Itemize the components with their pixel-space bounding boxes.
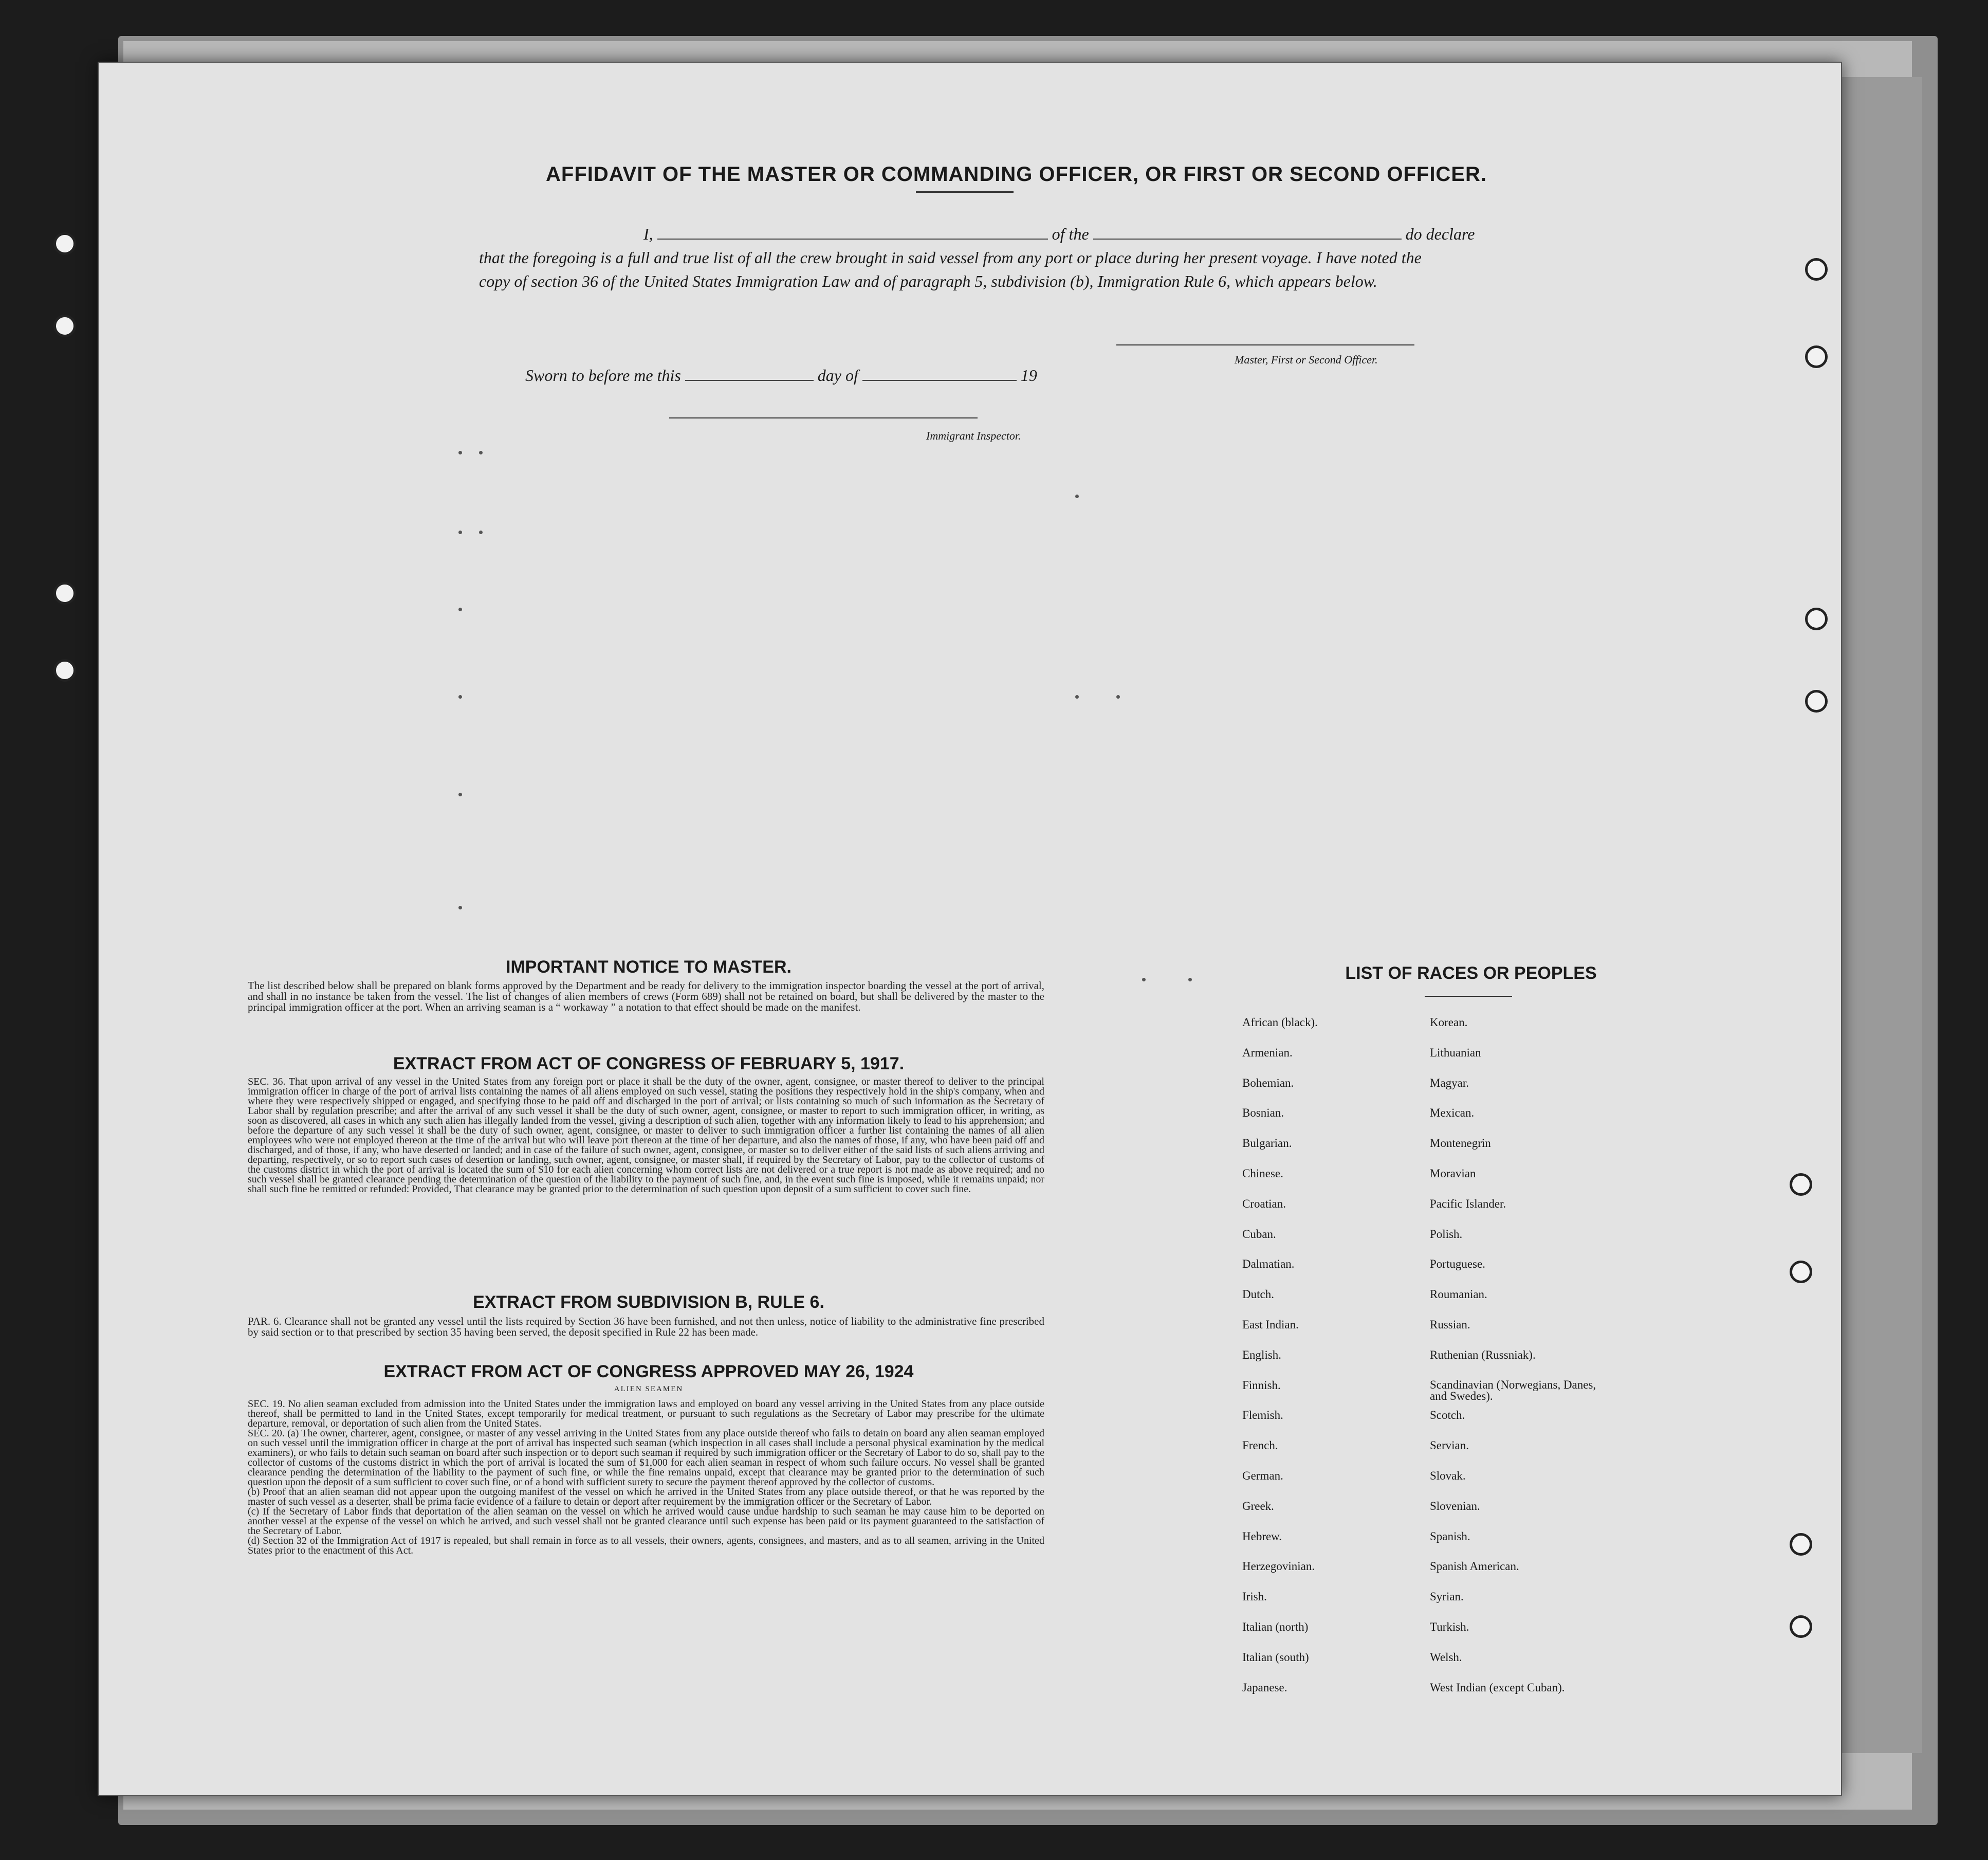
race-item: Mexican. — [1430, 1106, 1475, 1120]
race-item: Spanish. — [1430, 1529, 1470, 1543]
race-item: Pacific Islander. — [1430, 1197, 1506, 1210]
extract-1924-sec20d: (d) Section 32 of the Immigration Act of 1917 is repealed, but shall remain in force as to all vessels, their owners, agents, consignees, and masters, and as to all seamen, arriving in the United States prior to the enactment of this Act. — [248, 1535, 1044, 1556]
race-item: Flemish. — [1242, 1409, 1283, 1422]
affidavit-title: AFFIDAVIT OF THE MASTER OR COMMANDING OFFICER, OR FIRST OR SECOND OFFICER. — [546, 163, 1487, 186]
race-item: Japanese. — [1242, 1681, 1287, 1694]
binder-hole — [53, 315, 76, 337]
extract-1924-sec19: SEC. 19. No alien seaman excluded from admission into the United States under the immigration laws and employed on board any vessel arriving in the United States from any place outside thereof, shall be permitted to land in the United States, except temporarily for medical treatment, or pursuant to such regulations as the Secretary of Labor may prescribe for the ultimate departure, removal, or deportation of such alien from the United States. — [248, 1398, 1044, 1429]
sworn-prefix: Sworn to before me this — [525, 366, 681, 385]
ink-dot — [458, 793, 462, 796]
race-item: Polish. — [1430, 1227, 1463, 1241]
race-item: Lithuanian — [1430, 1046, 1481, 1059]
race-item: African (black). — [1242, 1016, 1318, 1029]
sworn-day-blank[interactable] — [685, 366, 814, 381]
race-item: Montenegrin — [1430, 1137, 1491, 1150]
notice-text: The list described below shall be prepared on blank forms approved by the Department and be ready for delivery to the immigration inspector boarding the vessel at the port of arrival, and shall in no instance be taken from the vessel. The list of changes of alien members of crews (Form 689) shall not be retained on board, but shall be delivered by the master to the principal immigration officer at the port. When an arriving seaman is a “ workaway ” a notation to that effect should be made on the manifest. — [248, 979, 1044, 1013]
race-item: Finnish. — [1242, 1378, 1281, 1392]
ink-dot — [1188, 978, 1192, 981]
binder-hole — [1805, 258, 1828, 281]
sworn-year: 19 — [1020, 366, 1037, 385]
ink-dot — [1075, 495, 1079, 498]
extract-1924-subtitle: ALIEN SEAMEN — [614, 1385, 684, 1393]
race-item: French. — [1242, 1439, 1278, 1452]
sworn-day-of: day of — [817, 366, 858, 385]
ink-dot — [1142, 978, 1146, 981]
race-item: West Indian (except Cuban). — [1430, 1681, 1565, 1694]
race-item: Cuban. — [1242, 1227, 1276, 1241]
notice-title: IMPORTANT NOTICE TO MASTER. — [506, 957, 791, 977]
inspector-label: Immigrant Inspector. — [926, 429, 1021, 442]
binder-hole — [53, 659, 76, 682]
master-signature-line[interactable] — [1116, 344, 1414, 345]
affidavit-line1 — [530, 222, 1553, 246]
race-item: Ruthenian (Russniak). — [1430, 1348, 1536, 1361]
race-item: Servian. — [1430, 1439, 1469, 1452]
extract-1924-sec20b: (b) Proof that an alien seaman did not appear upon the outgoing manifest of the vessel on which he arrived in the United States from any place outside thereof, or that he was reported by the master of such vessel as a deserter, shall be prima facie evidence of a failure to detain or deport after requirement by the immigration officer or the Secretary of Labor. — [248, 1486, 1044, 1507]
race-item: Hebrew. — [1242, 1529, 1282, 1543]
extract-rule6-title: EXTRACT FROM SUBDIVISION B, RULE 6. — [473, 1292, 824, 1312]
race-item: Portuguese. — [1430, 1257, 1485, 1271]
affidavit-declaration: that the foregoing is a full and true list of all the crew brought in said vessel from any port or place during her present voyage. I have noted the copy of section 36 of the United States Immigration Law and of paragraph 5, subdivision (b), Immigration Rule 6, which appears below. — [479, 248, 1422, 290]
race-item: Slovak. — [1430, 1469, 1466, 1482]
affidavit-of-the: of the — [1052, 225, 1089, 243]
race-item: German. — [1242, 1469, 1283, 1482]
race-item: Moravian — [1430, 1166, 1476, 1180]
race-item: Greek. — [1242, 1499, 1274, 1512]
race-item: Italian (south) — [1242, 1650, 1309, 1664]
binder-hole — [1790, 1615, 1812, 1638]
binder-hole — [1805, 608, 1828, 630]
inspector-signature-line[interactable] — [669, 417, 978, 418]
race-item: Turkish. — [1430, 1620, 1469, 1633]
race-item: English. — [1242, 1348, 1282, 1361]
sworn-month-blank[interactable] — [862, 366, 1017, 381]
race-item: Bulgarian. — [1242, 1137, 1292, 1150]
binder-hole — [1790, 1261, 1812, 1283]
race-item: Croatian. — [1242, 1197, 1286, 1210]
race-item: Magyar. — [1430, 1076, 1469, 1089]
sworn-line — [525, 363, 1037, 387]
ink-dot — [458, 451, 462, 454]
title-rule — [916, 191, 1014, 193]
affidavit-do-declare: do declare — [1405, 225, 1475, 243]
race-item: Chinese. — [1242, 1166, 1283, 1180]
extract-1924-sec20c: (c) If the Secretary of Labor finds that deportation of the alien seaman on the vessel on which he arrived would cause undue hardship to such seaman he may cause him to be deported on another vessel at the expense of the vessel on which he arrived, and such vessel shall not be granted clearance until such expense has been paid or its payment guaranteed to the satisfaction of the Secretary of Labor. — [248, 1506, 1044, 1537]
extract-1924-title: EXTRACT FROM ACT OF CONGRESS APPROVED MAY 26, 1924 — [383, 1362, 914, 1381]
races-right-column — [1430, 1016, 1646, 1711]
binder-hole — [1790, 1533, 1812, 1556]
race-item: Scotch. — [1430, 1409, 1465, 1422]
race-item: Dutch. — [1242, 1288, 1274, 1301]
race-item: Bosnian. — [1242, 1106, 1284, 1120]
race-item: Welsh. — [1430, 1650, 1462, 1664]
race-item: East Indian. — [1242, 1318, 1299, 1331]
extract-1917-title: EXTRACT FROM ACT OF CONGRESS OF FEBRUARY 5, 1917. — [393, 1054, 905, 1073]
races-title: LIST OF RACES OR PEOPLES — [1345, 963, 1597, 983]
master-signature-label: Master, First or Second Officer. — [1235, 353, 1378, 366]
race-item: Italian (north) — [1242, 1620, 1309, 1633]
extract-1917-text: SEC. 36. That upon arrival of any vessel in the United States from any foreign port or place it shall be the duty of the owner, agent, consignee, or master thereof to deliver to the principal immigration officer in charge of the port of arrival lists containing the names of all aliens employed on such vessel, stating the positions they respectively hold in the ship's company, when and where they were respectively shipped or engaged, and specifying those to be paid off and discharged in the port of arrival; or lists containing so much of such information as the Secretary of Labor shall by regulation prescribe; and after the arrival of any such vessel it shall be the duty of such owner, agent, consignee, or master to report to such immigration officer, in writing, as soon as discovered, all cases in which any such alien has illegally landed from the vessel, giving a description of such alien, together with any information likely to lead to his apprehension; and before the departure of any such vessel it shall be the duty of such owner, agent, consignee, or master to deliver to such immigration officer a further list containing the names of all alien employees who were not employed thereon at the time of the arrival but who will leave port thereon at the time of her departure, and also the names of those, if any, who have been paid off and discharged, and of those, if any, who have deserted or landed; and in case of the failure of such owner, agent, consignee, or master so to deliver either of the said lists of such aliens arriving and departing, respectively, or so to report such cases of desertion or landing, such owner, agent, consignee, or master shall, if required by the Secretary of Labor, pay to the collector of customs of the customs district in which the port of arrival is located the sum of $10 for each alien concerning whom correct lists are not delivered or a true report is not made as above required; and no such vessel shall be granted clearance pending the determination of the question of the liability to the payment of such fine, and, in the event such fine is imposed, while it remains unpaid; nor shall such fine be remitted or refunded: Provided, That clearance may be granted prior to the determination of such question upon deposit of a sum sufficient to cover such fine. — [248, 1076, 1044, 1195]
race-item: Korean. — [1430, 1016, 1468, 1029]
binder-hole — [1805, 690, 1828, 713]
ink-dot — [479, 451, 483, 454]
race-item: Bohemian. — [1242, 1076, 1294, 1089]
race-item: Irish. — [1242, 1590, 1267, 1603]
vessel-name-blank[interactable] — [1093, 224, 1402, 240]
race-item: Russian. — [1430, 1318, 1470, 1331]
ink-dot — [1116, 695, 1120, 699]
extract-1924-sec20a: SEC. 20. (a) The owner, charterer, agent, consignee, or master of any vessel arriving in the United States from any place outside thereof who fails to detain on board any alien seaman employed on such vessel until the immigration officer in charge at the port of arrival has inspected such seaman (which inspection in all cases shall include a personal physical examination by the medical examiners), or who fails to detain such seaman on board after such inspection or to deport such seaman if required by such immigration officer or the Secretary of Labor to do so, shall pay to the collector of customs of the customs district in which the port of arrival is located the sum of $1,000 for each alien seaman in respect of whom such failure occurs. No vessel shall be granted clearance pending the determination of the liability to the payment of such fine, or while the fine remains unpaid, except that clearance may be granted prior to the determination of such question upon the deposit of a sum sufficient to cover such fine, or of a bond with sufficient surety to secure the payment thereof approved by the collector of customs. — [248, 1428, 1044, 1488]
ink-dot — [458, 531, 462, 534]
ink-dot — [458, 608, 462, 611]
master-name-blank[interactable] — [657, 224, 1048, 240]
race-item: Slovenian. — [1430, 1499, 1480, 1512]
race-item: Herzegovinian. — [1242, 1560, 1315, 1573]
ink-dot — [458, 695, 462, 699]
race-item: Scandinavian (Norwegians, Danes, and Swedes). — [1430, 1378, 1596, 1402]
race-item: Roumanian. — [1430, 1288, 1487, 1301]
race-item: Syrian. — [1430, 1590, 1464, 1603]
binder-hole — [53, 232, 76, 255]
race-item: Spanish American. — [1430, 1560, 1519, 1573]
ink-dot — [479, 531, 483, 534]
ink-dot — [458, 906, 462, 909]
races-left-column — [1242, 1016, 1318, 1711]
races-rule — [1425, 996, 1512, 997]
binder-hole — [53, 582, 76, 605]
race-item: Dalmatian. — [1242, 1257, 1295, 1271]
race-item: Armenian. — [1242, 1046, 1293, 1059]
binder-hole — [1790, 1173, 1812, 1196]
manifest-page — [98, 62, 1842, 1796]
ink-dot — [1075, 695, 1079, 699]
extract-rule6-text: PAR. 6. Clearance shall not be granted any vessel until the lists required by Section 36 have been furnished, and not then unless, notice of liability to the administrative fine prescribed by said section or to that prescribed by section 35 having been served, the deposit specified in Rule 22 has been made. — [248, 1315, 1044, 1338]
extract-1924-body — [248, 1399, 1044, 1556]
affidavit-i: I, — [643, 225, 653, 243]
binder-hole — [1805, 345, 1828, 368]
